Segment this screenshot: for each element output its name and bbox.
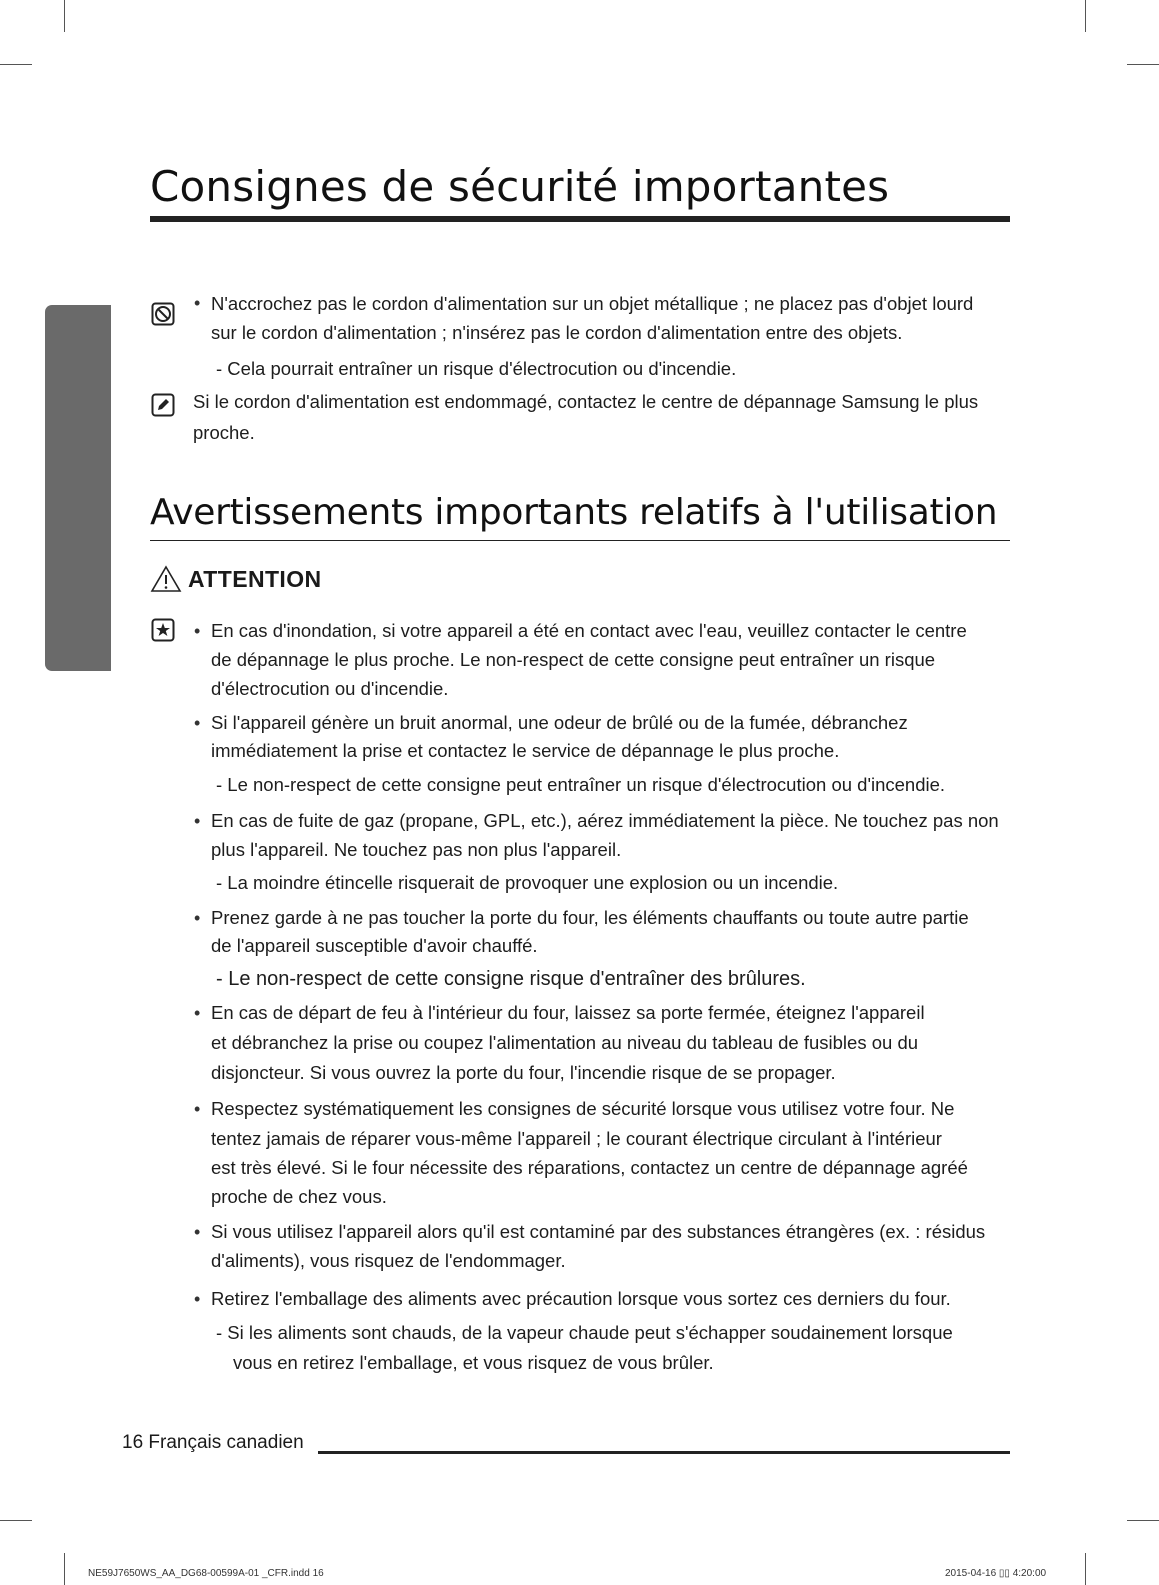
text-line: En cas de départ de feu à l'intérieur du four, laissez sa porte fermée, éteignez l'appareil xyxy=(211,1002,925,1023)
side-tab-label: Consignes de sécurité importantes xyxy=(14,307,38,673)
attention-label: ATTENTION xyxy=(188,565,322,592)
text-line: - Le non-respect de cette consigne risque d'entraîner des brûlures. xyxy=(216,968,806,990)
text-line: Si l'appareil génère un bruit anormal, une odeur de brûlé ou de la fumée, débranchez xyxy=(211,712,908,733)
text-line: Retirez l'emballage des aliments avec précaution lorsque vous sortez ces derniers du four. xyxy=(211,1288,951,1309)
bullet: • xyxy=(194,1099,201,1119)
text-line: Si le cordon d'alimentation est endommagé, contactez le centre de dépannage Samsung le plus xyxy=(193,391,979,412)
text-line: N'accrochez pas le cordon d'alimentation sur un objet métallique ; ne placez pas d'objet lourd xyxy=(211,293,974,314)
text-line: Respectez systématiquement les consignes de sécurité lorsque vous utilisez votre four. Ne xyxy=(211,1098,955,1119)
warning-triangle-icon xyxy=(150,565,182,593)
date-slug: 2015-04-16 ▯▯ 4:20:00 xyxy=(945,1568,1047,1579)
text-line: proche de chez vous. xyxy=(211,1186,387,1207)
attention-header xyxy=(150,565,322,593)
text-line: de dépannage le plus proche. Le non-respect de cette consigne peut entraîner un risque xyxy=(211,649,936,670)
text-line: sur le cordon d'alimentation ; n'insérez pas le cordon d'alimentation entre des objets. xyxy=(211,322,903,343)
page-title: Consignes de sécurité importantes xyxy=(150,162,890,211)
text-line: En cas d'inondation, si votre appareil a été en contact avec l'eau, veuillez contacter le centre xyxy=(211,620,967,641)
bullet: • xyxy=(194,621,201,641)
crop-mark xyxy=(1127,1520,1159,1521)
bullet: • xyxy=(194,713,201,733)
bullet: • xyxy=(194,1289,201,1309)
bullet: • xyxy=(194,908,201,928)
title-rule xyxy=(150,216,1010,222)
text-line: - Si les aliments sont chauds, de la vapeur chaude peut s'échapper soudainement lorsque xyxy=(216,1322,953,1343)
prohibited-icon xyxy=(151,302,175,326)
text-line: - La moindre étincelle risquerait de provoquer une explosion ou un incendie. xyxy=(216,872,839,893)
file-slug: NE59J7650WS_AA_DG68-00599A-01 _CFR.indd 16 xyxy=(88,1568,324,1579)
text-line: disjoncteur. Si vous ouvrez la porte du four, l'incendie risque de se propager. xyxy=(211,1062,836,1083)
bullet: • xyxy=(194,811,201,831)
text-line: d'électrocution ou d'incendie. xyxy=(211,678,449,699)
text-line: vous en retirez l'emballage, et vous risquez de vous brûler. xyxy=(233,1352,714,1373)
section-title: Avertissements importants relatifs à l'utilisation xyxy=(150,492,998,533)
bullet: • xyxy=(194,1222,201,1242)
star-icon xyxy=(151,618,175,642)
section-rule xyxy=(150,540,1010,541)
crop-mark xyxy=(0,1520,32,1521)
text-line: Prenez garde à ne pas toucher la porte du four, les éléments chauffants ou toute autre partie xyxy=(211,907,969,928)
crop-mark xyxy=(1127,64,1159,65)
text-line: - Cela pourrait entraîner un risque d'électrocution ou d'incendie. xyxy=(216,358,737,379)
crop-mark xyxy=(64,0,65,32)
footer-rule xyxy=(318,1451,1010,1454)
text-line: est très élevé. Si le four nécessite des réparations, contactez un centre de dépannage agréé xyxy=(211,1157,968,1178)
text-line: - Le non-respect de cette consigne peut entraîner un risque d'électrocution ou d'incendie. xyxy=(216,774,946,795)
crop-mark xyxy=(0,64,32,65)
note-pencil-icon xyxy=(151,393,175,417)
text-line: et débranchez la prise ou coupez l'alimentation au niveau du tableau de fusibles ou du xyxy=(211,1032,919,1053)
side-tab xyxy=(14,305,111,673)
text-line: de l'appareil susceptible d'avoir chauffé. xyxy=(211,935,538,956)
text-line: immédiatement la prise et contactez le service de dépannage le plus proche. xyxy=(211,740,840,761)
text-line: tentez jamais de réparer vous-même l'appareil ; le courant électrique circulant à l'intérieur xyxy=(211,1128,942,1149)
bullet: • xyxy=(194,1003,201,1023)
text-line: proche. xyxy=(193,422,255,443)
crop-mark xyxy=(1085,0,1086,32)
text-line: d'aliments), vous risquez de l'endommager. xyxy=(211,1250,566,1271)
text-line: En cas de fuite de gaz (propane, GPL, etc.), aérez immédiatement la pièce. Ne touchez pas non xyxy=(211,810,999,831)
text-line: plus l'appareil. Ne touchez pas non plus l'appareil. xyxy=(211,839,622,860)
crop-mark xyxy=(1085,1553,1086,1585)
crop-mark xyxy=(64,1553,65,1585)
text-line: Si vous utilisez l'appareil alors qu'il est contaminé par des substances étrangères (ex. : résidus xyxy=(211,1221,986,1242)
page-number-label: 16 Français canadien xyxy=(122,1432,304,1453)
bullet: • xyxy=(194,293,201,313)
